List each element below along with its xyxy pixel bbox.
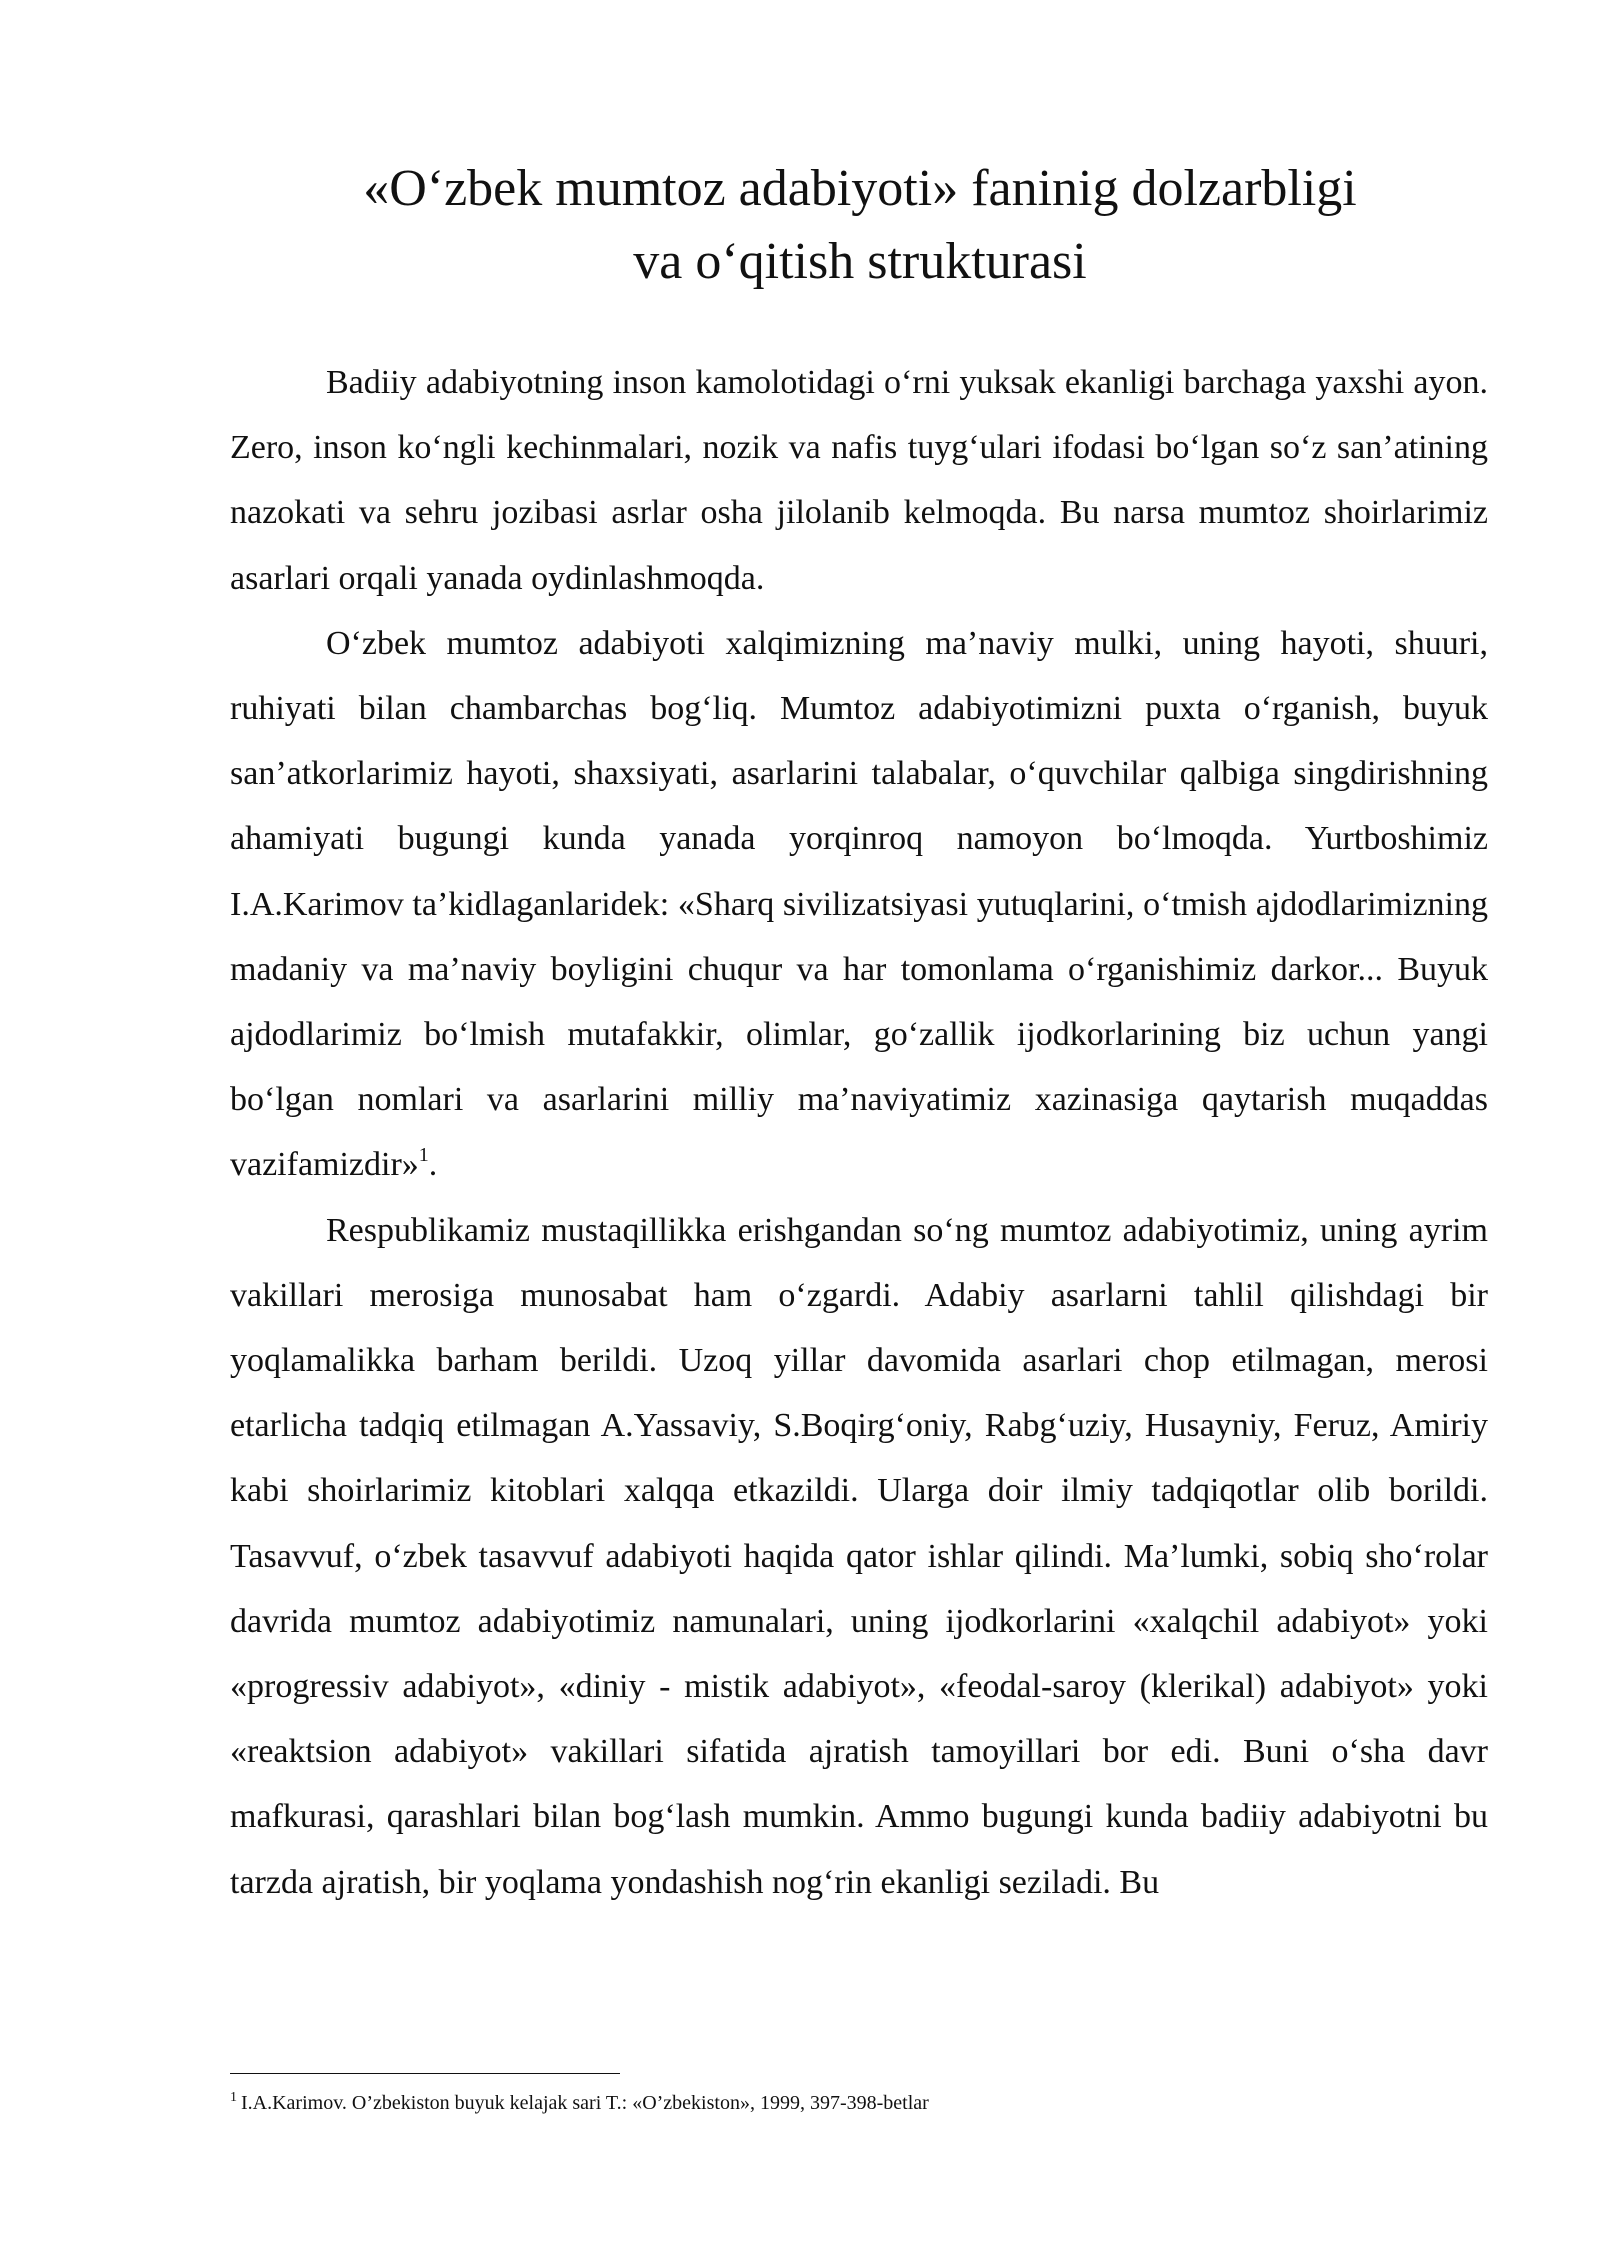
- footnote-separator: [230, 2073, 620, 2074]
- paragraph-2-text: O‘zbek mumtoz adabiyoti xalqimizning ma’naviy mulki, uning hayoti, shuuri, ruhiyati bilan chambarchas bog‘liq. Mumtoz adabiyotimizni puxta o‘rganish, buyuk san’atkorlarimiz hayoti, shaxsiyati, asarlarini talabalar, o‘quvchilar qalbiga singdirishning ahamiyati bugungi kunda yanada yorqinroq namoyon bo‘lmoqda. Yurtboshimiz I.A.Karimov ta’kidlaganlaridek: «Sharq sivilizatsiyasi yutuqlarini, o‘tmish ajdodlarimizning madaniy va ma’naviy boyligini chuqur va har tomonlama o‘rganishimiz darkor... Buyuk ajdodlarimiz bo‘lmish mutafakkir, olimlar, go‘zallik ijodkorlarining biz uchun yangi bo‘lgan nomlari va asarlarini milliy ma’naviyatimiz xazinasiga qaytarish muqaddas vazifamizdir»: [230, 624, 1488, 1184]
- page-title: [230, 152, 1490, 298]
- paragraph-2-end: .: [428, 1146, 438, 1184]
- title-line-1: «O‘zbek mumtoz adabiyoti» faninig dolzarbligi: [363, 160, 1357, 217]
- paragraph-3: Respublikamiz mustaqillikka erishgandan so‘ng mumtoz adabiyotimiz, uning ayrim vakillari merosiga munosabat ham o‘zgardi. Adabiy asarlarni tahlil qilishdagi bir yoqlamalikka barham berildi. Uzoq yillar davomida asarlari chop etilmagan, merosi etarlicha tadqiq etilmagan A.Yassaviy, S.Boqirg‘oniy, Rabg‘uziy, Husayniy, Feruz, Amiriy kabi shoirlarimiz kitoblari xalqqa etkazildi. Ularga doir ilmiy tadqiqotlar olib borildi. Tasavvuf, o‘zbek tasavvuf adabiyoti haqida qator ishlar qilindi. Ma’lumki, sobiq sho‘rolar davrida mumtoz adabiyotimiz namunalari, uning ijodkorlarini «xalqchil adabiyot» yoki «progressiv adabiyot», «diniy - mistik adabiyot», «feodal-saroy (klerikal) adabiyot» yoki «reaktsion adabiyot» vakillari sifatida ajratish tamoyillari bor edi. Buni o‘sha davr mafkurasi, qarashlari bilan bog‘lash mumkin. Ammo bugungi kunda badiiy adabiyotni bu tarzda ajratish, bir yoqlama yondashish nog‘rin ekanligi seziladi. Bu: [230, 1211, 1488, 1901]
- footnote-text: I.A.Karimov. O’zbekiston buyuk kelajak sari T.: «O’zbekiston», 1999, 397-398-betlar: [241, 2092, 929, 2114]
- paragraph-2: [230, 611, 1488, 1198]
- footnote: [230, 2090, 1490, 2116]
- body-text: [230, 350, 1488, 1915]
- paragraph-1: Badiiy adabiyotning inson kamolotidagi o‘rni yuksak ekanligi barchaga yaxshi ayon. Zero, inson ko‘ngli kechinmalari, nozik va nafis tuyg‘ulari ifodasi bo‘lgan so‘z san’atining nazokati va sehru jozibasi asrlar osha jilolanib kelmoqda. Bu narsa mumtoz shoirlarimiz asarlari orqali yanada oydinlashmoqda.: [230, 364, 1488, 597]
- title-line-2: va o‘qitish strukturasi: [633, 233, 1087, 290]
- footnote-reference[interactable]: 1: [418, 1144, 429, 1167]
- footnote-number: 1: [230, 2090, 237, 2105]
